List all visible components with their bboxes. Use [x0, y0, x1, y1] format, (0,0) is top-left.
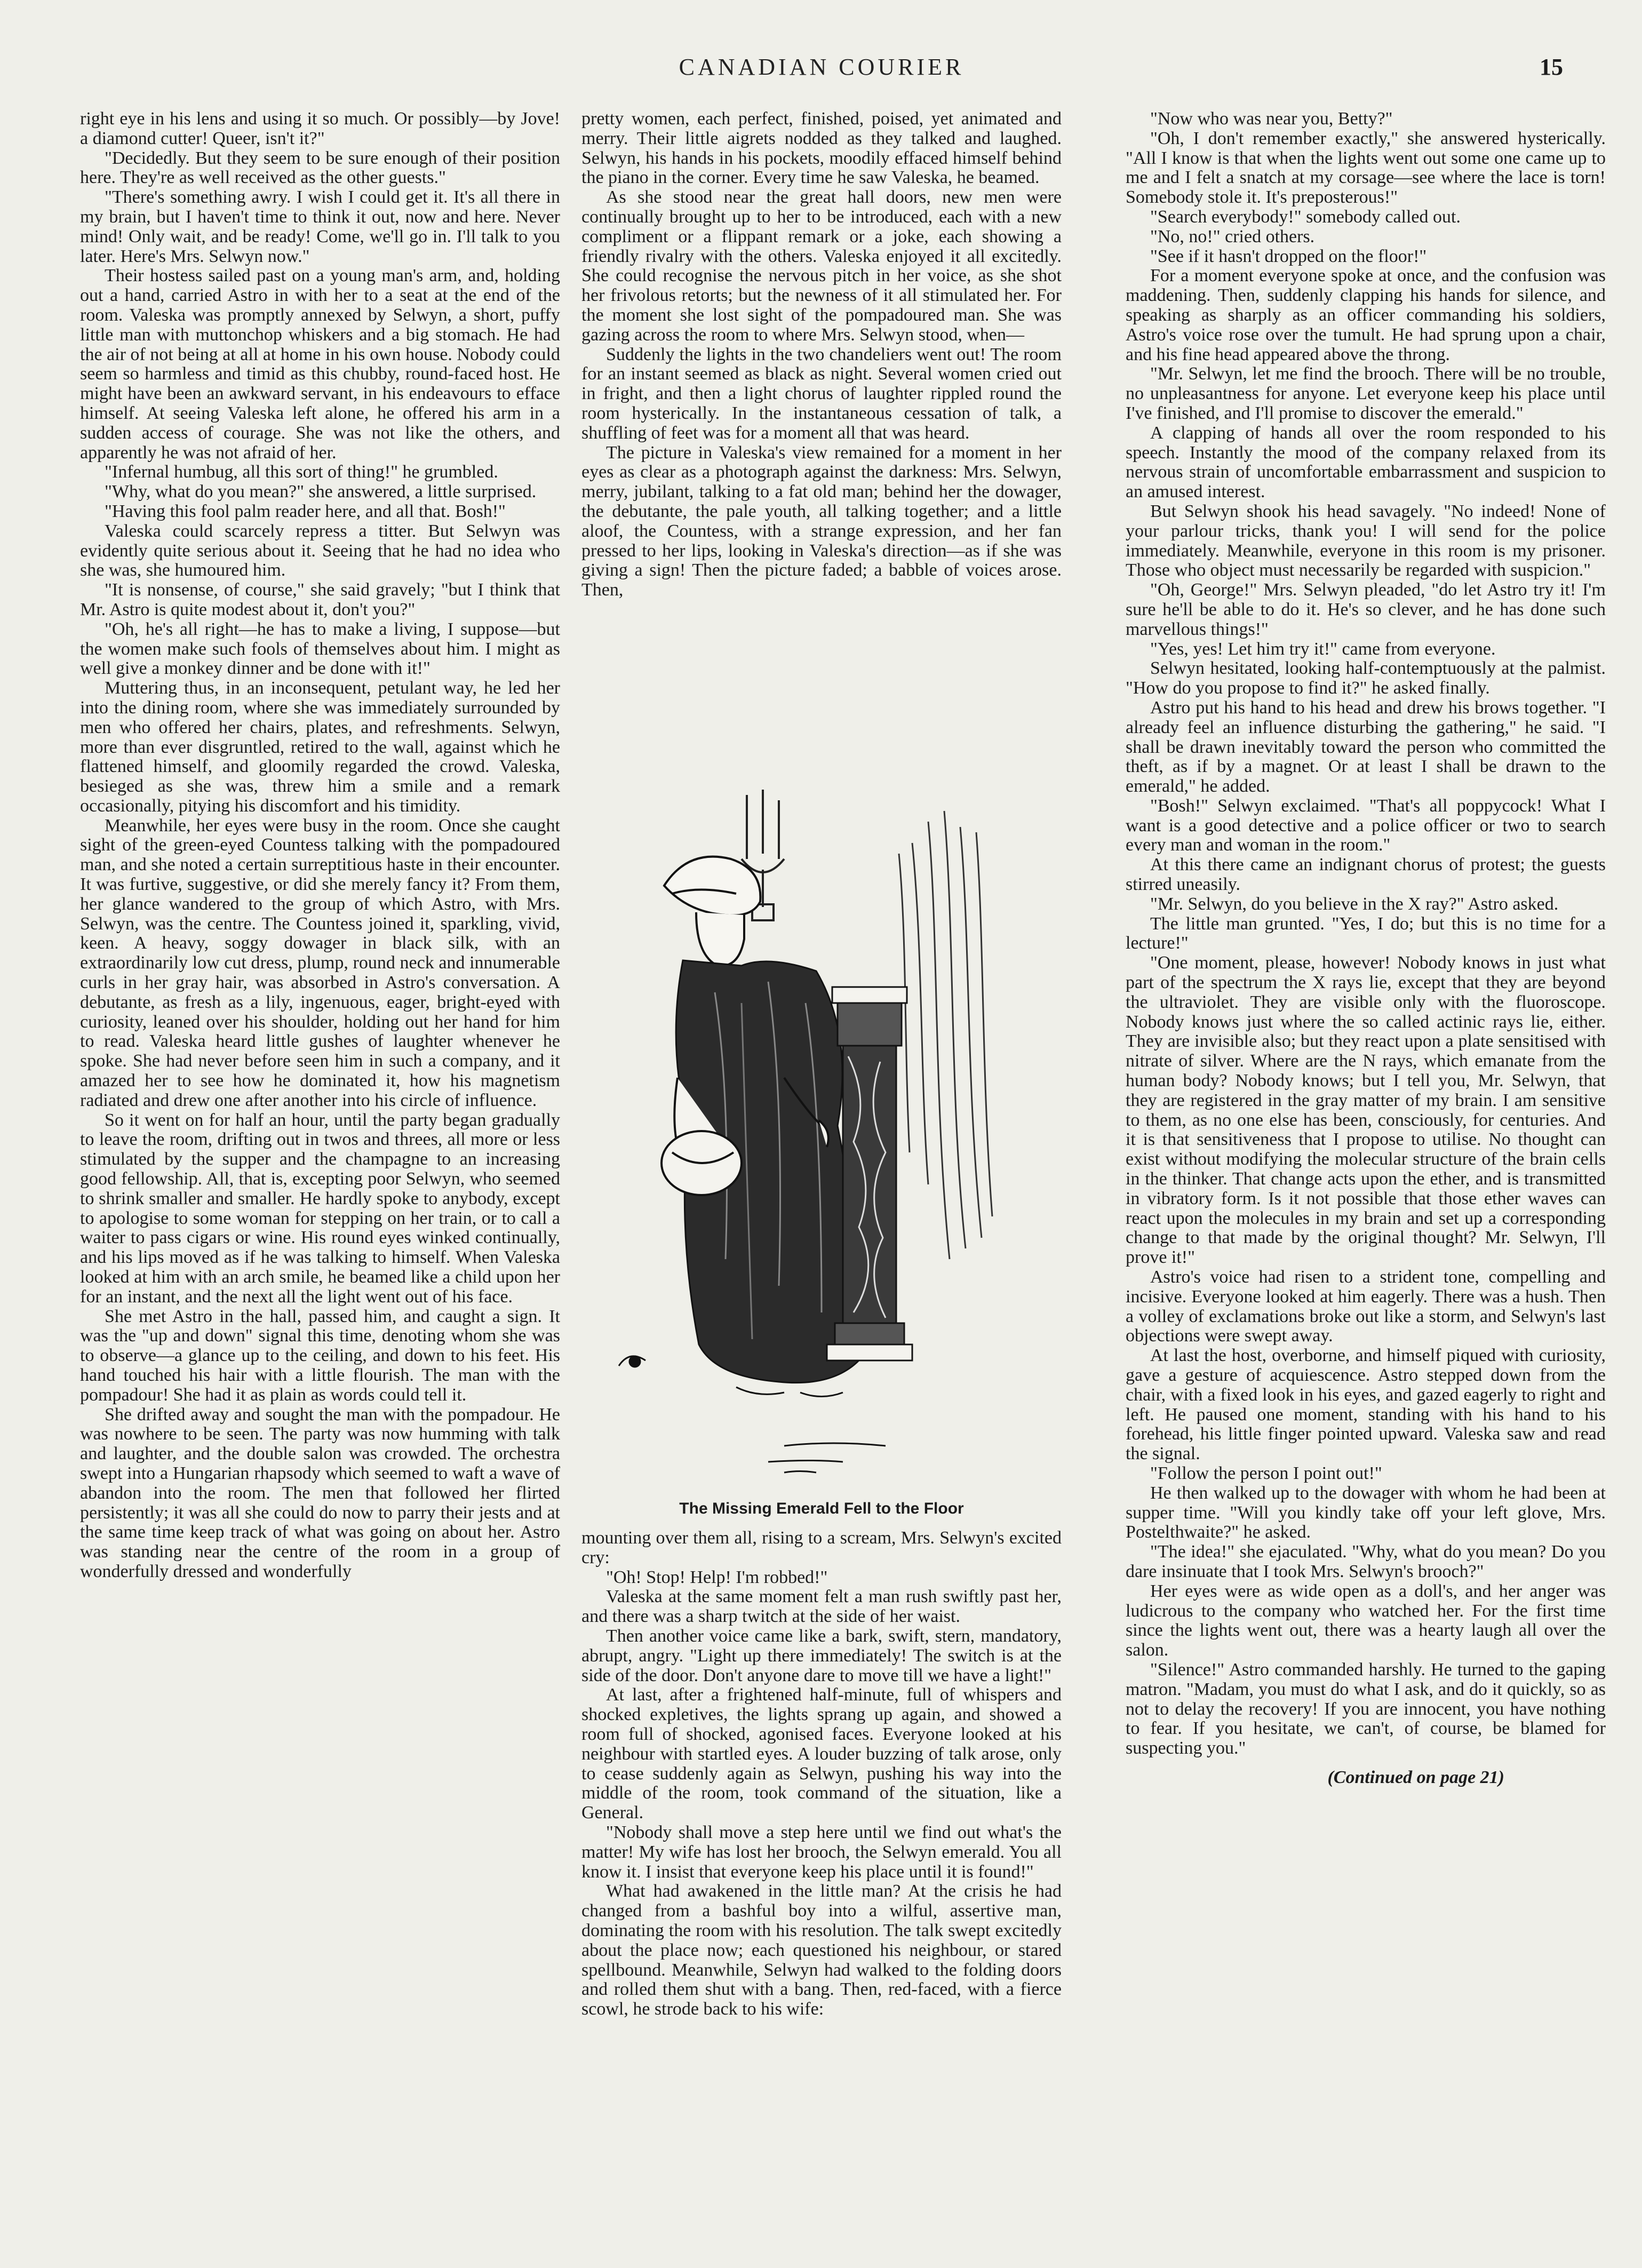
paragraph: The little man grunted. "Yes, I do; but this is no time for a lecture!" — [1126, 913, 1606, 953]
illustration — [581, 779, 1062, 1523]
paragraph: "There's something awry. I wish I could get it. It's all there in my brain, but I haven't time to think it out, now and here. Never mind! Only wait, and be ready! Come, we'll go in. I'll talk to you later. Here's Mrs. Selwyn now." — [80, 187, 560, 266]
paragraph: "Bosh!" Selwyn exclaimed. "That's all poppycock! What I want is a good detective and a police officer or two to search every man and woman in the room." — [1126, 795, 1606, 855]
paragraph: Meanwhile, her eyes were busy in the room. Once she caught sight of the green-eyed Countess talking with the pompadoured man, and she noted a certain surreptitious haste in their encounter. It was furtive, suggestive, or did she merely fancy it? From them, her glance wandered to the group of which Astro, with Mrs. Selwyn, was the centre. The Countess joined it, sparkling, vivid, keen. A heavy, soggy dowager in black silk, with an extraordinarily low cut dress, plump, round neck and innumerable curls in her gray hair, was absorbed in Astro's conversation. A debutante, as fresh as a lily, ingenuous, eager, bright-eyed with curiosity, leaned over his shoulder, holding out her hand for him to read. Valeska heard little gushes of laughter whenever he spoke. She had never before seen him in such a company, and it amazed her to see how he dominated it, how his magnetism radiated and drew one after another into his circle of influence. — [80, 815, 560, 1110]
paragraph: "See if it hasn't dropped on the floor!" — [1150, 246, 1427, 266]
paragraph: She met Astro in the hall, passed him, and caught a sign. It was the "up and down" signal this time, denoting whom she was to observe—a glance up to the ceiling, and down to his feet. His hand touched his hair with a little flourish. The man with the pompadour! She had it as plain as words could tell it. — [80, 1306, 560, 1405]
paragraph: mounting over them all, rising to a scream, Mrs. Selwyn's excited cry: — [581, 1529, 1062, 1567]
paragraph: Muttering thus, in an inconsequent, petulant way, he led her into the dining room, where she was immediately surrounded by men who offered her chairs, plates, and refreshments. Selwyn, more than ever disgruntled, retired to the wall, against which he flattened himself, and gloomily regarded the crowd. Valeska, besieged as she was, threw him a smile and a remark occasionally, pitying his discomfort and his timidity. — [80, 678, 560, 816]
paragraph: "Oh, George!" Mrs. Selwyn pleaded, "do let Astro try it! I'm sure he'll be able to do it. He's so clever, and he has done such marvellous things!" — [1126, 580, 1606, 639]
paragraph: She drifted away and sought the man with the pompadour. He was nowhere to be seen. The party was now humming with talk and laughter, and the double salon was crowded. The orchestra swept into a Hungarian rhapsody which seemed to waft a wave of abandon into the room. The men that followed her flirted persistently; it was all she could do now to parry their jests and at the same time keep track of what was going on about her. Astro was standing near the centre of the room in a group of wonderfully dressed and wonderfully — [80, 1404, 560, 1581]
paragraph: Their hostess sailed past on a young man's arm, and, holding out a hand, carried Astro in with her to a seat at the end of the room. Valeska was promptly annexed by Selwyn, a short, puffy little man with muttonchop whiskers and a big stomach. He had the air of not being at all at home in his own house. Nobody could seem so harmless and timid as this chubby, round-faced host. He might have been an awkward servant, in his endeavours to efface himself. At seeing Valeska left alone, he offered his arm in a sudden access of courage. She was not like the others, and apparently he was not afraid of her. — [80, 266, 560, 463]
paragraph: Selwyn hesitated, looking half-contemptuously at the palmist. "How do you propose to find it?" he asked finally. — [1126, 658, 1606, 698]
paragraph: "One moment, please, however! Nobody knows in just what part of the spectrum the X rays lie, except that they are beyond the ultraviolet. They are visible only with the fluoroscope. Nobody knows just where the so called actinic rays lie, either. They are invisible also; but they react upon a plate sensitised with nitrate of silver. Where are the N rays, which emanate from the human body? Nobody knows; but I tell you, Mr. Selwyn, that they are registered in the gray matter of my brain. I am sensitive to them, as no one else has been, consciously, for centuries. And it is that sensitiveness that I propose to utilise. No thought can exist without modifying the molecular structure of the brain cells in the thinker. That change acts upon the ether, and is transmitted in vibratory form. Is it not possible that those ether waves can react upon the molecules in my brain and set up a corresponding change to that made by the original thought? Mr. Selwyn, I'll prove it!" — [1126, 953, 1606, 1268]
paragraph: Valeska could scarcely repress a titter. But Selwyn was evidently quite serious about it. Seeing that he had no idea who she was, she humoured him. — [80, 521, 560, 580]
paragraph: At this there came an indignant chorus of protest; the guests stirred uneasily. — [1126, 855, 1606, 895]
paragraph: "Why, what do you mean?" she answered, a little surprised. — [105, 482, 537, 502]
page-header — [80, 53, 1563, 85]
paragraph: As she stood near the great hall doors, new men were continually brought up to her to be introduced, each with a new compliment or a flippant remark or a joke, each showing a friendly rivalry with the others. Valeska enjoyed it all excitedly. She could recognise the nervous pitch in her voice, as she shot her frivolous retorts; but the newness of it all stimulated her. For the moment she lost sight of the pompadoured man. She was gazing across the room to where Mrs. Selwyn stood, when— — [581, 187, 1062, 345]
paragraph: "Oh, he's all right—he has to make a living, I suppose—but the women make such fools of themselves about him. I might as well give a monkey dinner and be done with it!" — [80, 619, 560, 679]
text-column-3 — [1126, 109, 1606, 2190]
paragraph: "Mr. Selwyn, let me find the brooch. There will be no trouble, no unpleasantness for anyone. Let everyone keep his place until I've finished, and I'll promise to discover the emerald." — [1126, 364, 1606, 423]
paragraph: "Search everybody!" somebody called out. — [1150, 206, 1461, 227]
text-column-2 — [581, 109, 1062, 2190]
page-number: 15 — [1540, 54, 1563, 80]
paragraph: At last the host, overborne, and himself piqued with curiosity, gave a gesture of acquiescence. Astro stepped down from the chair, with a fixed look in his eyes, and gazed eagerly to right and left. He paused one moment, standing with his hand to his forehead, his little finger pointed upward. Valeska saw and read the signal. — [1126, 1346, 1606, 1464]
paragraph: What had awakened in the little man? At the crisis he had changed from a bashful boy into a wilful, assertive man, dominating the room with his resolution. The talk swept excitedly about the place now; each questioned his neighbour, or stared spellbound. Meanwhile, Selwyn had walked to the folding doors and rolled them shut with a bang. Then, red-faced, with a fierce scowl, he strode back to his wife: — [581, 1881, 1062, 2019]
paragraph: Her eyes were as wide open as a doll's, and her anger was ludicrous to the company who watched her. For the first time since the lights went out, there was a hearty laugh all over the salon. — [1126, 1581, 1606, 1660]
paragraph: "Oh, I don't remember exactly," she answered hysterically. "All I know is that when the lights went out some one came up to me and I felt a snatch at my corsage—see where the lace is torn! Somebody stole it. It's preposterous!" — [1126, 128, 1606, 208]
column-2-top-text — [581, 109, 1062, 776]
paragraph: "Follow the person I point out!" — [1150, 1463, 1382, 1483]
illustration-drawing — [608, 779, 1014, 1489]
paragraph: pretty women, each perfect, finished, poised, yet animated and merry. Their little aigrets nodded as they talked and laughed. Selwyn, his hands in his pockets, moodily effaced himself behind the piano in the corner. Every time he saw Valeska, he beamed. — [581, 109, 1062, 188]
paragraph: At last, after a frightened half-minute, full of whispers and shocked expletives, the lights sprang up again, and showed a room full of shocked, agonised faces. Everyone looked at his neighbour with startled eyes. A louder buzzing of talk arose, only to cease suddenly again as Selwyn, pushing his way into the middle of the room, took command of the situation, like a General. — [581, 1685, 1062, 1823]
continued-note: (Continued on page 21) — [1327, 1767, 1504, 1787]
paragraph: "Decidedly. But they seem to be sure enough of their position here. They're as well received as the other guests." — [80, 148, 560, 188]
paragraph: "Mr. Selwyn, do you believe in the X ray?" Astro asked. — [1150, 894, 1559, 914]
masthead: CANADIAN COURIER — [679, 54, 965, 80]
paragraph: Astro put his hand to his head and drew his brows together. "I already feel an influence disturbing the gathering," he said. "I shall be drawn inevitably toward the person who committed the theft, as if by a magnet. Or at least I shall be drawn to the emerald," he added. — [1126, 697, 1606, 797]
paragraph: "Yes, yes! Let him try it!" came from everyone. — [1150, 639, 1496, 659]
paragraph: "It is nonsense, of course," she said gravely; "but I think that Mr. Astro is quite modest about it, don't you?" — [80, 580, 560, 619]
paragraph: right eye in his lens and using it so much. Or possibly—by Jove! a diamond cutter! Queer, isn't it?" — [80, 109, 560, 148]
paragraph: "The idea!" she ejaculated. "Why, what do you mean? Do you dare insinuate that I took Mrs. Selwyn's brooch?" — [1126, 1542, 1606, 1581]
paragraph: He then walked up to the dowager with whom he had been at supper time. "Will you kindly take off your left glove, Mrs. Postelthwaite?" he asked. — [1126, 1483, 1606, 1542]
column-2-bottom-text — [581, 1529, 1062, 2185]
paragraph: For a moment everyone spoke at once, and the confusion was maddening. Then, suddenly clapping his hands for silence, and speaking as sharply as an officer commanding his soldiers, Astro's voice rose over the tumult. He had sprung upon a chair, and his fine head appeared above the throng. — [1126, 266, 1606, 364]
paragraph: Then another voice came like a bark, swift, stern, mandatory, abrupt, angry. "Light up there immediately! The switch is at the side of the door. Don't anyone dare to move till we have a light!" — [581, 1626, 1062, 1685]
paragraph: A clapping of hands all over the room responded to his speech. Instantly the mood of the company relaxed from its nervous strain of uncomfortable embarrassment and suspicion to an amused interest. — [1126, 423, 1606, 502]
paragraph: So it went on for half an hour, until the party began gradually to leave the room, drifting out in twos and threes, all more or less stimulated by the supper and the champagne to an increasing good fellowship. All, that is, excepting poor Selwyn, who seemed to shrink smaller and smaller. He hardly spoke to anybody, except to apologise to some woman for stepping on her train, or to call a waiter to pass cigars or wine. His round eyes winked continually, and his lips moved as if he was talking to himself. When Valeska looked at him with an arch smile, he beamed like a child upon her for an instant, and the next all the light went out of his face. — [80, 1110, 560, 1307]
paragraph: But Selwyn shook his head savagely. "No indeed! None of your parlour tricks, thank you! I will send for the police immediately. Meanwhile, everyone in this room is my prisoner. Those who object must necessarily be regarded with suspicion." — [1126, 501, 1606, 580]
paragraph: Suddenly the lights in the two chandeliers went out! The room for an instant seemed as black as night. Several women cried out in fright, and then a light chorus of laughter rippled round the room hysterically. In the instantaneous cessation of talk, a shuffling of feet was for a moment all that was heard. — [581, 344, 1062, 443]
paragraph: "Infernal humbug, all this sort of thing!" he grumbled. — [105, 462, 498, 482]
illustration-caption: The Missing Emerald Fell to the Floor — [679, 1500, 964, 1517]
paragraph: "Having this fool palm reader here, and all that. Bosh!" — [105, 501, 506, 521]
paragraph: Valeska at the same moment felt a man rush swiftly past her, and there was a sharp twitch at the side of her waist. — [581, 1587, 1062, 1627]
paragraph: "Now who was near you, Betty?" — [1150, 109, 1393, 129]
paragraph: "Oh! Stop! Help! I'm robbed!" — [606, 1567, 828, 1587]
paragraph: The picture in Valeska's view remained for a moment in her eyes as clear as a photograph against the darkness: Mrs. Selwyn, merry, jubilant, talking to a fat old man; behind her the dowager, the debutante, the pale youth, all talking together; and a little aloof, the Countess, with a strange expression, and her fan pressed to her lips, looking in Valeska's direction—as if she was giving a sign! Then the picture faded; a babble of voices arose. Then, — [581, 442, 1062, 600]
paragraph: "No, no!" cried others. — [1150, 226, 1315, 246]
text-column-1 — [80, 109, 560, 2190]
paragraph: "Nobody shall move a step here until we find out what's the matter! My wife has lost her brooch, the Selwyn emerald. You all know it. I insist that everyone keep his place until it is found!" — [581, 1822, 1062, 1882]
paragraph: Astro's voice had risen to a strident tone, compelling and incisive. Everyone looked at him eagerly. There was a hush. Then a volley of exclamations broke out like a storm, and Selwyn's last objections were swept away. — [1126, 1267, 1606, 1346]
paragraph: "Silence!" Astro commanded harshly. He turned to the gaping matron. "Madam, you must do what I ask, and do it quickly, so as not to delay the recovery! If you are innocent, you have nothing to fear. If you hesitate, we can't, of course, be blamed for suspecting you." — [1126, 1659, 1606, 1758]
